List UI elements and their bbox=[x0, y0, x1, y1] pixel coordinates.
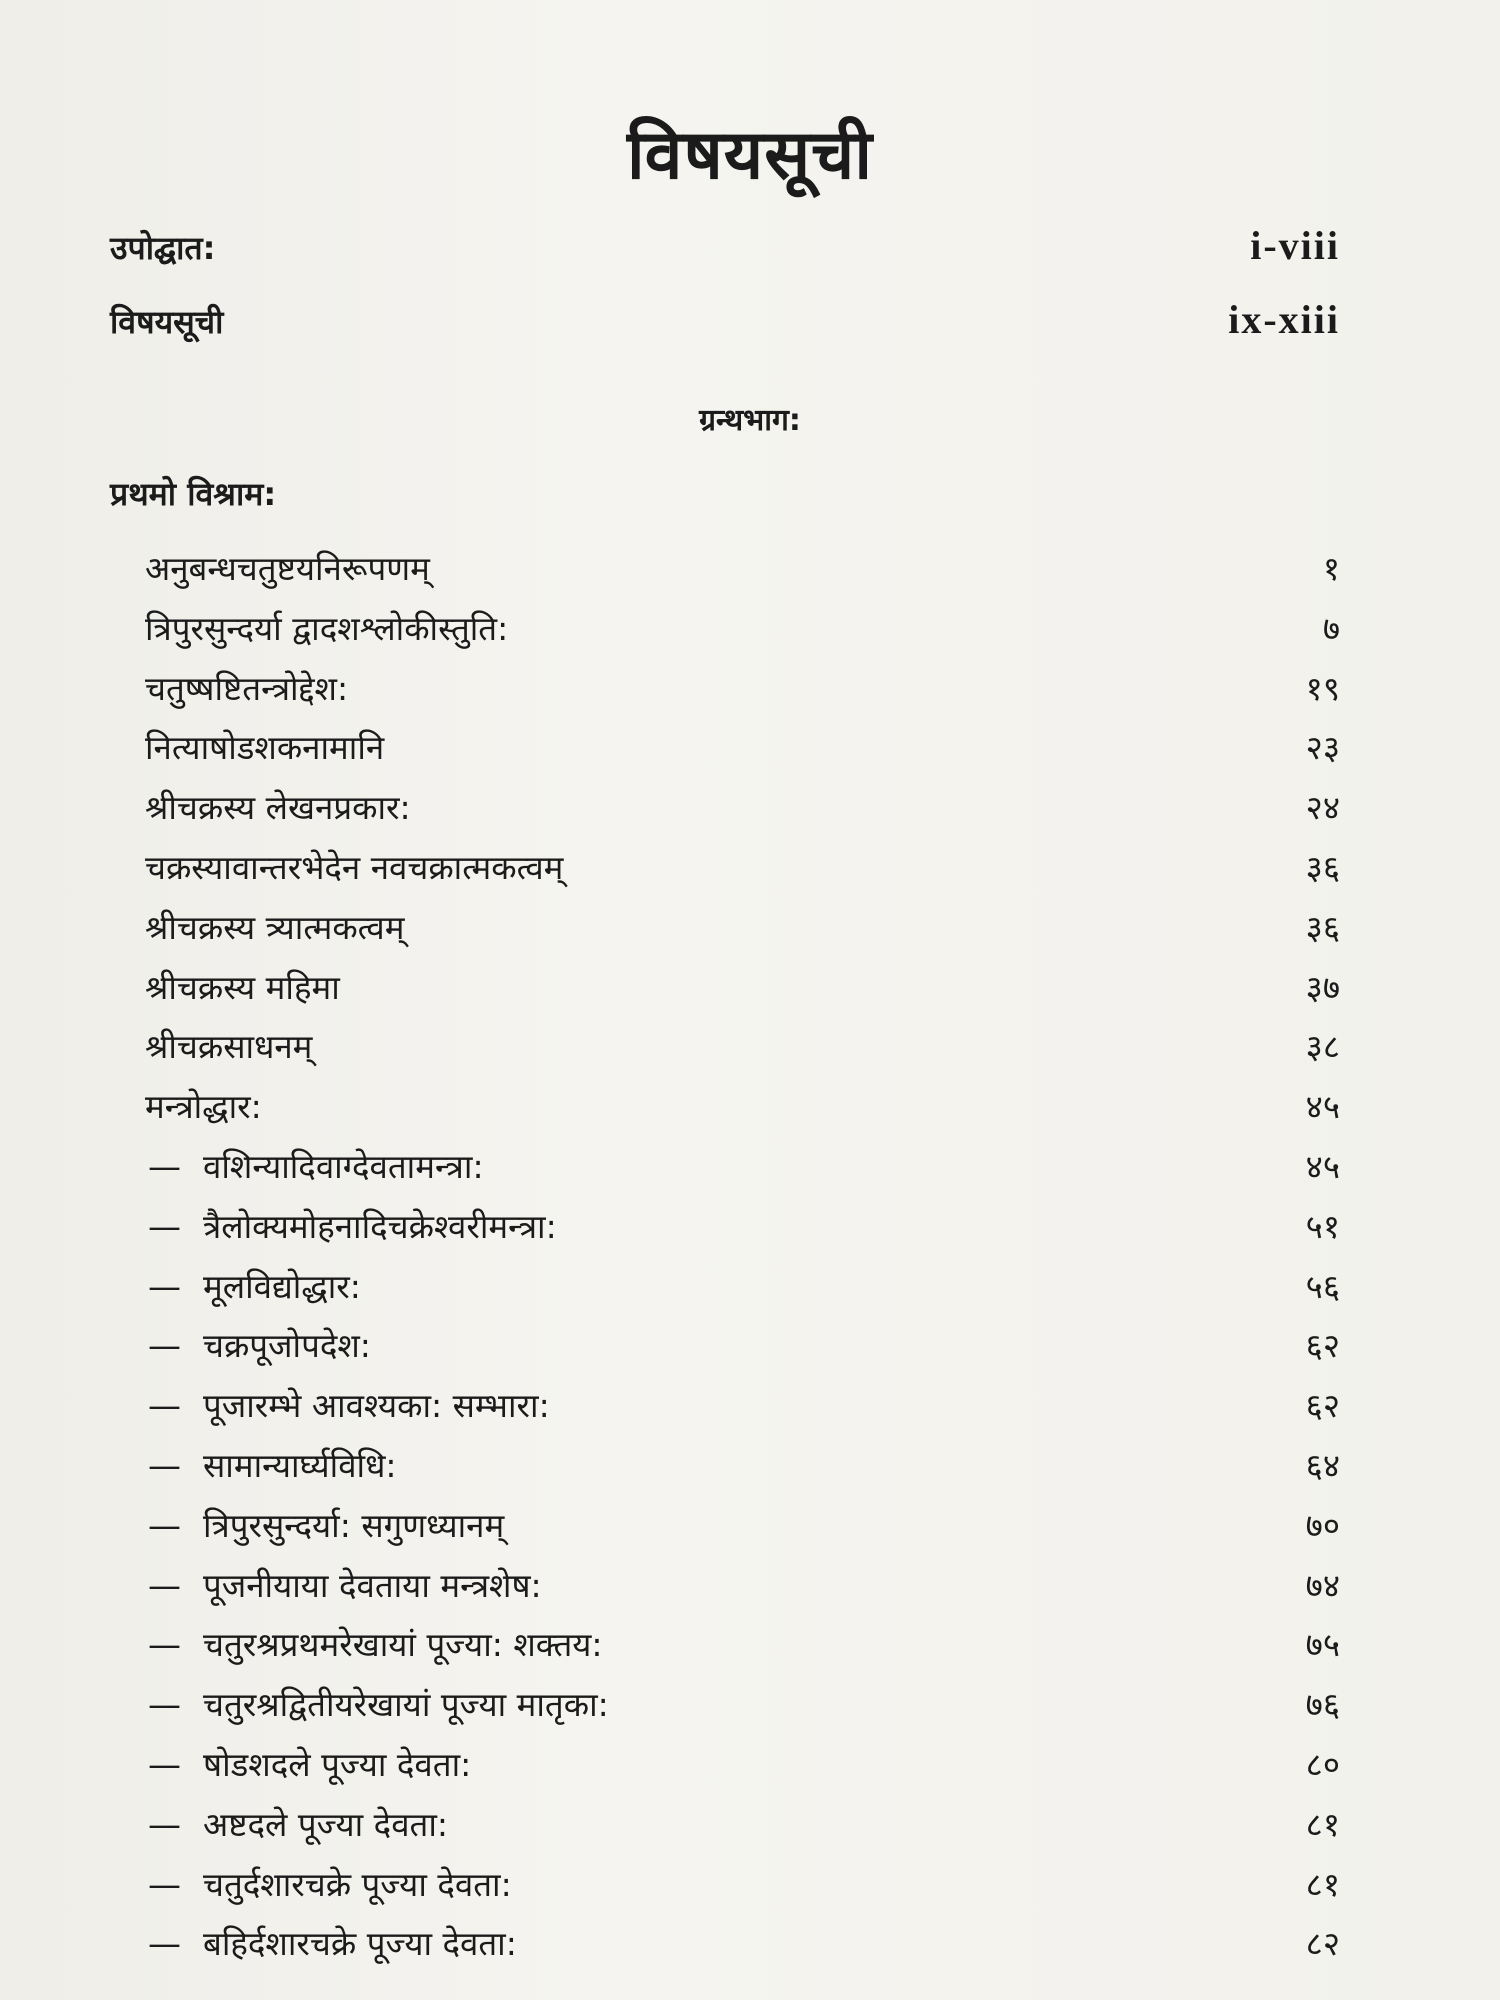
toc-entry-dash: — bbox=[148, 1745, 181, 1784]
toc-entry-title-group bbox=[148, 1442, 397, 1487]
toc-entry bbox=[0, 605, 1500, 663]
toc-entry-dash: — bbox=[148, 1266, 181, 1306]
front-matter-page: ix-xiii bbox=[1228, 297, 1340, 342]
front-matter-row bbox=[110, 222, 1340, 278]
toc-entry-title: मन्त्रोद्धार: bbox=[145, 1087, 262, 1127]
toc-entry-title: सामान्यार्घ्यविधि: bbox=[203, 1446, 397, 1485]
toc-entry bbox=[0, 844, 1500, 902]
toc-entry bbox=[0, 964, 1500, 1022]
toc-entry-title-group bbox=[145, 724, 384, 769]
toc-entry bbox=[0, 1322, 1500, 1380]
toc-entry-page: ४५ bbox=[1305, 1147, 1340, 1186]
toc-entry-dash: — bbox=[148, 1685, 181, 1725]
toc-entry-page: ३८ bbox=[1305, 1027, 1340, 1067]
toc-entry-dash: — bbox=[148, 1326, 181, 1366]
toc-entry-title: त्रिपुरसुन्दर्या: सगुणध्यानम् bbox=[203, 1505, 505, 1545]
toc-entry-title: पूजनीयाया देवताया मन्त्रशेष: bbox=[203, 1565, 542, 1605]
toc-entry bbox=[0, 1502, 1500, 1560]
toc-entry bbox=[0, 1083, 1500, 1141]
toc-entry-dash: — bbox=[148, 1147, 181, 1186]
toc-entry-dash: — bbox=[148, 1505, 181, 1545]
front-matter-page: i-viii bbox=[1250, 223, 1340, 268]
toc-entry bbox=[0, 1382, 1500, 1440]
toc-entry-dash: — bbox=[148, 1386, 181, 1426]
toc-entry bbox=[0, 1861, 1500, 1919]
toc-entry-title-group bbox=[148, 1741, 471, 1786]
toc-entry bbox=[0, 1143, 1500, 1201]
toc-entry-title: त्रिपुरसुन्दर्या द्वादशश्लोकीस्तुति: bbox=[145, 608, 509, 648]
toc-entry-dash: — bbox=[148, 1565, 181, 1605]
toc-entry-page: ८२ bbox=[1305, 1924, 1340, 1964]
toc-entry-page: ५१ bbox=[1305, 1206, 1340, 1246]
toc-entry-title-group bbox=[148, 1502, 504, 1547]
toc-entry-title-group bbox=[145, 1083, 262, 1128]
toc-entry-title: वशिन्यादिवाग्देवतामन्त्रा: bbox=[203, 1147, 484, 1186]
toc-entry-title: श्रीचक्रसाधनम् bbox=[145, 1027, 313, 1067]
toc-entry-dash: — bbox=[148, 1625, 181, 1665]
front-matter-label: विषयसूची bbox=[110, 303, 224, 341]
toc-entry-title-group bbox=[148, 1562, 542, 1607]
toc-entry-title-group bbox=[145, 1023, 312, 1068]
toc-entry-title-group bbox=[148, 1203, 557, 1248]
toc-entry bbox=[0, 1741, 1500, 1799]
toc-entry-title: चतुष्षष्टितन्त्रोद्देश: bbox=[145, 668, 349, 708]
toc-entry-title: श्रीचक्रस्य त्र्यात्मकत्वम् bbox=[145, 907, 405, 947]
toc-entry bbox=[0, 1801, 1500, 1859]
toc-entry-title-group bbox=[148, 1322, 371, 1367]
toc-entry bbox=[0, 904, 1500, 962]
toc-entry-title-group bbox=[148, 1143, 484, 1188]
toc-entry-title: चक्रस्यावान्तरभेदेन नवचक्रात्मकत्वम् bbox=[145, 848, 564, 887]
toc-entry bbox=[0, 1023, 1500, 1081]
toc-entry bbox=[0, 665, 1500, 723]
toc-entry-page: ६२ bbox=[1305, 1386, 1340, 1426]
toc-entry-title-group bbox=[145, 904, 405, 949]
toc-entry-page: ५६ bbox=[1305, 1266, 1340, 1306]
toc-entry-title: त्रैलोक्यमोहनादिचक्रेश्वरीमन्त्रा: bbox=[203, 1206, 557, 1246]
chapter-heading: प्रथमो विश्राम: bbox=[110, 475, 277, 513]
toc-entry-page: ८१ bbox=[1305, 1864, 1340, 1904]
toc-entry-page: ८० bbox=[1305, 1745, 1340, 1784]
toc-entry-title: पूजारम्भे आवश्यका: सम्भारा: bbox=[203, 1386, 550, 1426]
toc-entry-title: चतुरश्रप्रथमरेखायां पूज्या: शक्तय: bbox=[203, 1625, 603, 1665]
toc-entry-dash: — bbox=[148, 1864, 181, 1904]
toc-entry-page: ३६ bbox=[1305, 907, 1340, 947]
toc-entry-title: श्रीचक्रस्य लेखनप्रकार: bbox=[145, 788, 411, 828]
toc-entry-title-group bbox=[148, 1681, 609, 1726]
toc-entry-dash: — bbox=[148, 1206, 181, 1246]
toc-entry-title-group bbox=[148, 1621, 603, 1666]
section-heading: ग्रन्थभाग: bbox=[699, 403, 801, 438]
toc-entry-title: चतुरश्रद्वितीयरेखायां पूज्या मातृका: bbox=[203, 1685, 609, 1725]
toc-entry-page: ७ bbox=[1322, 608, 1340, 648]
front-matter-row bbox=[110, 296, 1340, 352]
toc-entry-title: षोडशदले पूज्या देवता: bbox=[203, 1745, 472, 1784]
toc-entry bbox=[0, 1621, 1500, 1679]
toc-entry bbox=[0, 1681, 1500, 1739]
toc-entry-page: ७४ bbox=[1305, 1565, 1340, 1605]
toc-entry-page: ६२ bbox=[1305, 1326, 1340, 1366]
toc-entry-title: मूलविद्योद्धार: bbox=[203, 1266, 361, 1306]
toc-entry-page: ७० bbox=[1305, 1505, 1340, 1545]
toc-entry bbox=[0, 1203, 1500, 1261]
toc-entry-page: २३ bbox=[1305, 728, 1340, 768]
toc-entry-page: ७६ bbox=[1305, 1685, 1340, 1725]
toc-entry-title-group bbox=[145, 844, 563, 889]
toc-entry-page: १९ bbox=[1305, 668, 1340, 708]
toc-entry-page: ७५ bbox=[1305, 1625, 1340, 1665]
toc-entry bbox=[0, 1442, 1500, 1500]
toc-entry-title: अनुबन्धचतुष्टयनिरूपणम् bbox=[145, 549, 430, 588]
front-matter-label: उपोद्घात: bbox=[110, 229, 216, 267]
toc-entry-title: नित्याषोडशकनामानि bbox=[145, 728, 385, 768]
toc-entry-dash: — bbox=[148, 1924, 181, 1964]
toc-entry-title: अष्टदले पूज्या देवता: bbox=[203, 1804, 449, 1844]
toc-entry-page: २४ bbox=[1305, 788, 1340, 828]
toc-entry-title-group bbox=[145, 605, 508, 650]
toc-entry-title-group bbox=[148, 1382, 550, 1427]
toc-entry-page: ६४ bbox=[1305, 1446, 1340, 1485]
toc-entry bbox=[0, 784, 1500, 842]
toc-entry bbox=[0, 1562, 1500, 1620]
toc-entry bbox=[0, 1263, 1500, 1321]
toc-entry-page: ४५ bbox=[1305, 1087, 1340, 1127]
toc-entry-dash: — bbox=[148, 1804, 181, 1844]
toc-entry-title-group bbox=[145, 545, 430, 590]
page-title: विषयसूची bbox=[627, 116, 873, 195]
toc-entry bbox=[0, 724, 1500, 782]
toc-entry-page: ३६ bbox=[1305, 848, 1340, 887]
toc-entry bbox=[0, 1920, 1500, 1978]
toc-entry-title-group bbox=[145, 964, 340, 1009]
toc-entry-page: १ bbox=[1322, 549, 1340, 588]
toc-entry bbox=[0, 545, 1500, 603]
toc-entry-title: श्रीचक्रस्य महिमा bbox=[145, 967, 340, 1007]
toc-entry-title-group bbox=[148, 1861, 512, 1906]
toc-entry-page: ८१ bbox=[1305, 1804, 1340, 1844]
toc-entry-title-group bbox=[148, 1263, 361, 1308]
toc-entry-title-group bbox=[148, 1920, 517, 1965]
toc-entry-title-group bbox=[148, 1801, 448, 1846]
toc-entry-dash: — bbox=[148, 1446, 181, 1485]
toc-entry-title: चक्रपूजोपदेश: bbox=[203, 1326, 371, 1366]
toc-entry-page: ३७ bbox=[1305, 967, 1340, 1007]
toc-entry-title: चतुर्दशारचक्रे पूज्या देवता: bbox=[203, 1864, 512, 1904]
toc-entry-title-group bbox=[145, 784, 411, 829]
toc-entry-title: बहिर्दशारचक्रे पूज्या देवता: bbox=[203, 1924, 517, 1964]
toc-entry-title-group bbox=[145, 665, 348, 710]
